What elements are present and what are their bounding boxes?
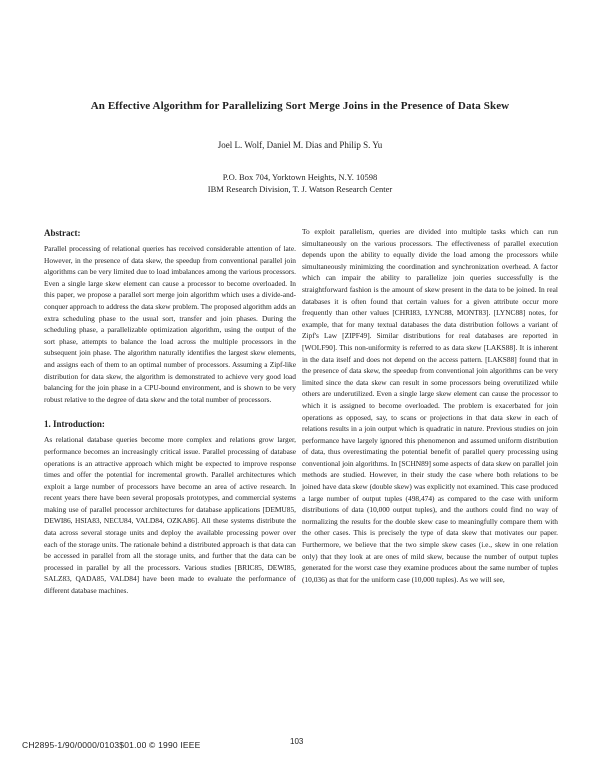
paper-title: An Effective Algorithm for Parallelizing Sort Merge Joins in the Presence of Data Skew: [90, 100, 510, 112]
abstract-text: Parallel processing of relational queries has received considerable attention of late. However, in the presence of data skew, the speedup from conventional parallel join algorithms can be very limited due to load imbalances among the various processors. Even a single large skew element can cause a processor to become overloaded. In this paper, we propose a parallel sort merge join algorithm which uses a divide-and-conquer approach to address the data skew problem. The proposed algorithm adds an extra scheduling phase to the usual sort, transfer and join phases. During the scheduling phase, a parallelizable optimization algorithm, using the output of the sort phase, attempts to balance the load across the multiple processors in the subsequent join phase. The algorithm naturally identifies the largest skew elements, and assigns each of them to an optimal number of processors. Assuming a Zipf-like distribution for data skew, the algorithm is demonstrated to achieve very good load balancing for the join phase in a CPU-bound environment, and is shown to be very robust relative to the degree of data skew and the total number of processors.: [44, 244, 296, 404]
page-footer: [22, 737, 578, 754]
author-address: P.O. Box 704, Yorktown Heights, N.Y. 10598: [222, 172, 378, 182]
introduction-text: As relational database queries become more complex and relations grow larger, performance becomes an increasingly critical issue. Parallel processing of database operations is an attractive approach which might be expected to improve response times and offer the potential for incremental growth. Parallel architectures which exploit a large number of processors have become an area of active research. In recent years there have been several proposals prototypes, and commercial systems making use of parallel processor architectures for database applications [DEMU85, DEWI86, HSIA83, NECU84, VALD84, OZKA86]. All these systems distribute the data across several storage units and deploy the available processing power over each of the storage units. The rationale behind a distributed approach is that data can be accessed in parallel from all the storage units, and further that the data can be processed in parallel by all the processors. Various studies [BRIC85, DEWI85, SALZ83, QADA85, VALD84] have been made to evaluate the performance of different database machines.: [44, 435, 296, 596]
author-institution: IBM Research Division, T. J. Watson Research Center: [207, 184, 393, 194]
right-column-text: To exploit parallelism, queries are divided into multiple tasks which can run simultaneously on the various processors. The effectiveness of parallel execution depends upon the ability to equally divide the load among the processors while simultaneously minimizing the coordination and synchronization overhead. A factor which can impair the ability to parallelize join queries successfully is the straightforward fashion is the amount of skew present in the data to be joined. In real databases it is often found that certain values for a given attribute occur more frequently than other values [CHRI83, LYNC88, MONT83]. [LYNC88] notes, for example, that for many textual databases the data distribution follows a variant of Zipf's Law [ZIPF49]. Similar distributions for real databases are reported in [WOLF90]. This non-uniformity is referred to as data skew [LAKS88]. It is inherent in the data itself and does not depend on the access pattern. [LAKS88] found that in the presence of data skew, the speedup from conventional join algorithms can be very limited since the data skew can result in some processors being overutilized while others are underutilized. Even a single large skew element can cause the processor to which it is assigned to become overloaded. The problem is exacerbated for join operations as opposed, say, to scans or projections in that data skew in each of relations results in a join output which is quadratic in nature. Previous studies on join performance have largely ignored this phenomenon and assumed uniform distribution of data, thus overestimating the potential benefit of parallel query processing using conventional join algorithms. In [SCHN89] some aspects of data skew on parallel join methods are studied. However, in their study the case where both relations to be joined have data skew (double skew) was explicitly not examined. This case produced a large number of output tuples (498,474) as compared to the case with uniform distributions of data (10,000 output tuples), and the authors could find no way of normalizing the results for the double skew case to meaningfully compare them with the other cases. This is precisely the type of data skew that motivates our paper. Furthermore, we believe that the two simple skew cases (i.e., skew in one relation only) that they look at are ones of mild skew, because the number of output tuples generated for the worst case they examine produces about the same number of tuples (10,036) as that for the uniform case (10,000 tuples). As we will see,: [302, 227, 558, 584]
abstract-heading: Abstract:: [44, 228, 81, 238]
copyright-line: CH2895-1/90/0000/0103$01.00 © 1990 IEEE: [22, 740, 201, 750]
introduction-heading: 1. Introduction:: [44, 419, 105, 430]
page-number: 103: [290, 737, 304, 746]
right-column: [302, 226, 558, 585]
author-list: Joel L. Wolf, Daniel M. Dias and Philip S. Yu: [217, 140, 383, 150]
left-column: [44, 226, 296, 597]
